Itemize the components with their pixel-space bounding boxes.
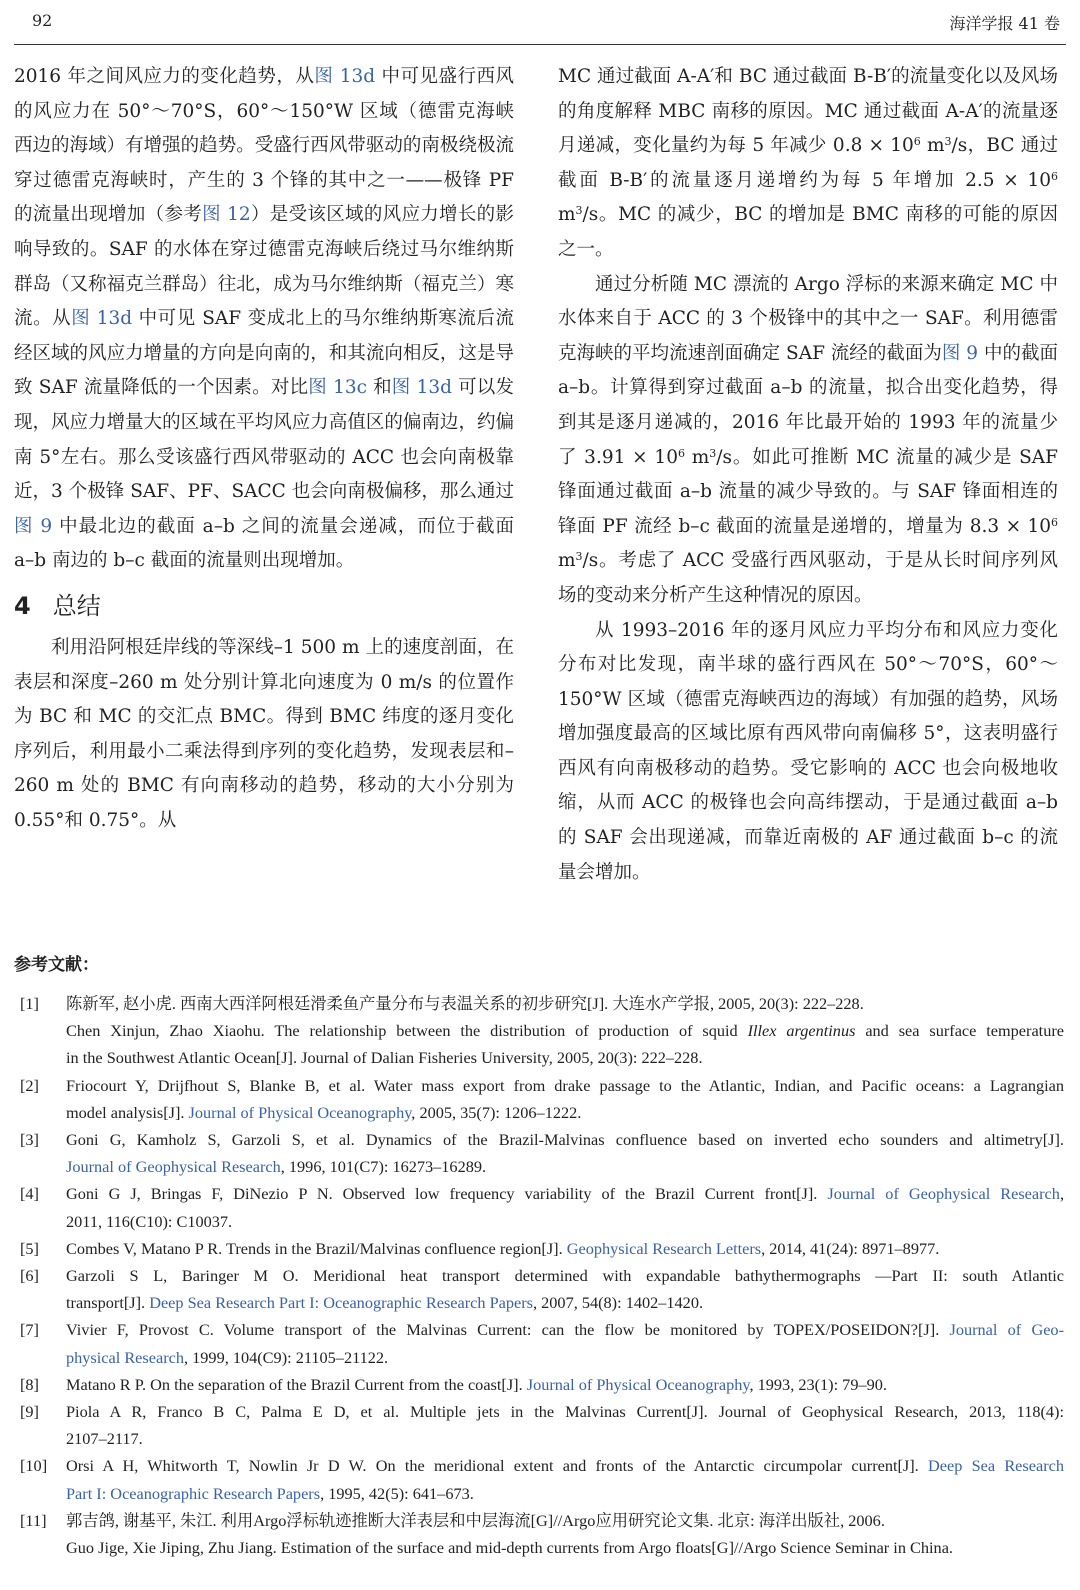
reference-item: [5] Combes V, Matano P R. Trends in the Brazil/Malvinas confluence region[J]. Geophysical Research Letters, 2014, 41(24): 8971–8977. — [20, 1238, 940, 1258]
figure-link[interactable]: 图 9 — [14, 515, 53, 537]
reference-item: [2] Friocourt Y, Drijfhout S, Blanke B, et al. Water mass export from drake passage to the Atlantic, Indian, and Pacific oceans: a Lagrangian model analysis[J]. Journal of Physical Oceanography, 2005, 35(7): 1206–1222. — [20, 1075, 1064, 1122]
references-heading: 参考文献： — [14, 955, 99, 975]
right-paragraph-2: 通过分析随 MC 漂流的 Argo 浮标的来源来确定 MC 中水体来自于 ACC 的 3 个极锋中的其中之一 SAF。利用德雷克海峡的平均流速剖面确定 SAF 流经的截面为图 9 中的截面 a–b。计算得到穿过截面 a–b 的流量，拟合出变化趋势，得到其是逐月递减的，2016 年比最开始的 1993 年的流量少了 $3.91 \times 10^6$ $m^3/s$。如此可推断 MC 流量的减少是 SAF 锋面通过截面 a–b 流量的减少导致的。与 SAF 锋面相连的锋面 PF 流经 b–c 截面的流量是递增的，增量为 $8.3 \times 10^6$ $m^3/s$。考虑了 ACC 受盛行西风驱动，于是从长时间序列风场的变动来分析产生这种情况的原因。 — [558, 273, 1058, 606]
journal-link[interactable]: Geophysical Research Letters — [566, 1238, 762, 1258]
journal-link[interactable]: Journal of Physical Oceanography — [188, 1102, 412, 1122]
journal-link[interactable]: Journal of Geophysical Research — [66, 1157, 281, 1177]
figure-link[interactable]: 图 13c — [308, 377, 367, 399]
reference-item: [10] Orsi A H, Whitworth T, Nowlin Jr D W. On the meridional extent and fronts of the Antarctic circumpolar current[J]. Deep Sea Research Part I: Oceanographic Research Papers, 1995, 42(5): 641–673. — [20, 1456, 1064, 1503]
journal-link[interactable]: Journal of Geo- — [949, 1320, 1064, 1340]
journal-link[interactable]: Deep Sea Research Part I: Oceanographic Research Papers — [149, 1293, 533, 1313]
right-paragraph-3: 从 1993–2016 年的逐月风应力平均分布和风应力变化分布对比发现，南半球的盛行西风在 50°～70°S，60°～150°W 区域（德雷克海峡西边的海域）有加强的趋势，风场增加强度最高的区域比原有西风带向南偏移 5°，这表明盛行西风有向南极移动的趋势。受它影响的 ACC 也会向极地收缩，从而 ACC 的极锋也会向高纬摆动，于是通过截面 a–b 的 SAF 会出现递减，而靠近南极的 AF 通过截面 b–c 的流量会增加。 — [558, 619, 1058, 883]
left-paragraph-2: 利用沿阿根廷岸线的等深线–1 500 m 上的速度剖面，在表层和深度–260 m 处分别计算北向速度为 0 m/s 的位置作为 BC 和 MC 的交汇点 BMC。得到 BMC 纬度的逐月变化序列后，利用最小二乘法得到序列的变化趋势，发现表层和–260 m 处的 BMC 有向南移动的趋势，移动的大小分别为 0.55°和 0.75°。从 — [14, 636, 514, 831]
page-number: 92 — [32, 11, 53, 30]
section-title: 总结 — [52, 591, 101, 620]
page-header — [14, 0, 1066, 45]
journal-link[interactable]: Part I: Oceanographic Research Papers — [66, 1483, 321, 1503]
reference-list — [14, 990, 1064, 1561]
right-column — [558, 60, 1058, 890]
reference-item: [8] Matano R P. On the separation of the Brazil Current from the coast[J]. Journal of Physical Oceanography, 1993, 23(1): 79–90. — [20, 1374, 887, 1394]
section-number: 4 — [14, 591, 31, 620]
reference-item: [7] Vivier F, Provost C. Volume transport of the Malvinas Current: can the flow be monitored by TOPEX/POSEIDON?[J]. Journal of Geo- physical Research, 1999, 104(C9): 21105–21122. — [20, 1320, 1064, 1367]
figure-link[interactable]: 图 9 — [941, 342, 979, 364]
figure-link[interactable]: 图 13d — [71, 308, 133, 330]
reference-item: [4] Goni G J, Bringas F, DiNezio P N. Observed low frequency variability of the Brazil Current front[J]. Journal of Geophysical Research, 2011, 116(C10): C10037. — [20, 1184, 1064, 1231]
left-column — [14, 60, 514, 838]
journal-link[interactable]: physical Research — [66, 1347, 184, 1367]
reference-item: [3] Goni G, Kamholz S, Garzoli S, et al. Dynamics of the Brazil-Malvinas confluence based on inverted echo sounders and altimetry[J]. Journal of Geophysical Research, 1996, 101(C7): 16273–16289. — [20, 1130, 1064, 1177]
reference-item: [6] Garzoli S L, Baringer M O. Meridional heat transport determined with expandable bathythermographs —Part II: south Atlantic transport[J]. Deep Sea Research Part I: Oceanographic Research Papers, 2007, 54(8): 1402–1420. — [20, 1266, 1064, 1313]
reference-item: [9] Piola A R, Franco B C, Palma E D, et al. Multiple jets in the Malvinas Current[J]. Journal of Geophysical Research, 2013, 118(4): 2107–2117. — [20, 1402, 1064, 1449]
figure-link[interactable]: 图 13d — [391, 377, 452, 399]
reference-item: [1] 陈新军, 赵小虎. 西南大西洋阿根廷滑柔鱼产量分布与表温关系的初步研究[J]. 大连水产学报, 2005, 20(3): 222–228. Chen Xinjun, Zhao Xiaohu. The relationship between the distribution of production of squid Illex argentinus and sea surface temperature in the Southwest Atlantic Ocean[J]. Journal of Dalian Fisheries University, 2005, 20(3): 222–228. — [20, 994, 1064, 1068]
journal-link[interactable]: Deep Sea Research — [928, 1456, 1064, 1476]
left-paragraph-1: 2016 年之间风应力的变化趋势，从图 13d 中可见盛行西风的风应力在 50°～70°S，60°～150°W 区域（德雷克海峡西边的海域）有增强的趋势。受盛行西风带驱动的南极绕极流穿过德雷克海峡时，产生的 3 个锋的其中之一——极锋 PF 的流量出现增加（参考图 12）是受该区域的风应力增长的影响导致的。SAF 的水体在穿过德雷克海峡后绕过马尔维纳斯群岛（又称福克兰群岛）往北，成为马尔维纳斯（福克兰）寒流。从图 13d 中可见 SAF 变成北上的马尔维纳斯寒流后流经区域的风应力增量的方向是向南的，和其流向相反，这是导致 SAF 流量降低的一个因素。对比图 13c 和图 13d 可以发现，风应力增量大的区域在平均风应力高值区的偏南边，约偏南 5°左右。那么受该盛行西风带驱动的 ACC 也会向南极靠近，3 个极锋 SAF、PF、SACC 也会向南极偏移，那么通过图 9 中最北边的截面 a–b 之间的流量会递减，而位于截面 a–b 南边的 b–c 截面的流量则出现增加。 — [14, 66, 514, 572]
reference-item: [11] 郭吉鸽, 谢基平, 朱江. 利用Argo浮标轨迹推断大洋表层和中层海流[G]//Argo应用研究论文集. 北京: 海洋出版社, 2006. Guo Jige, Xie Jiping, Zhu Jiang. Estimation of the surface and mid-depth currents from Argo floats[G]//Argo Science Seminar in China. — [20, 1510, 953, 1558]
journal-link[interactable]: Journal of Geophysical Research — [827, 1184, 1060, 1204]
journal-link[interactable]: Journal of Physical Oceanography — [526, 1374, 750, 1394]
figure-link[interactable]: 图 13d — [314, 66, 376, 87]
section-heading — [14, 589, 514, 623]
journal-volume: 海洋学报 41 卷 — [949, 14, 1060, 33]
right-paragraph-1: MC 通过截面 A-A′和 BC 通过截面 B-B′的流量变化以及风场的角度解释 MBC 南移的原因。MC 通过截面 A-A′的流量逐月递减，变化量约为每 5 年减少 $0.8 \times 10^6$ $m^3/s$，BC 通过截面 B-B′的流量逐月递增约为每 5 年增加 $2.5 \times 10^6$ $m^3/s$。MC 的减少，BC 的增加是 BMC 南移的可能的原因之一。 — [558, 66, 1059, 260]
figure-link[interactable]: 图 12 — [202, 204, 251, 226]
